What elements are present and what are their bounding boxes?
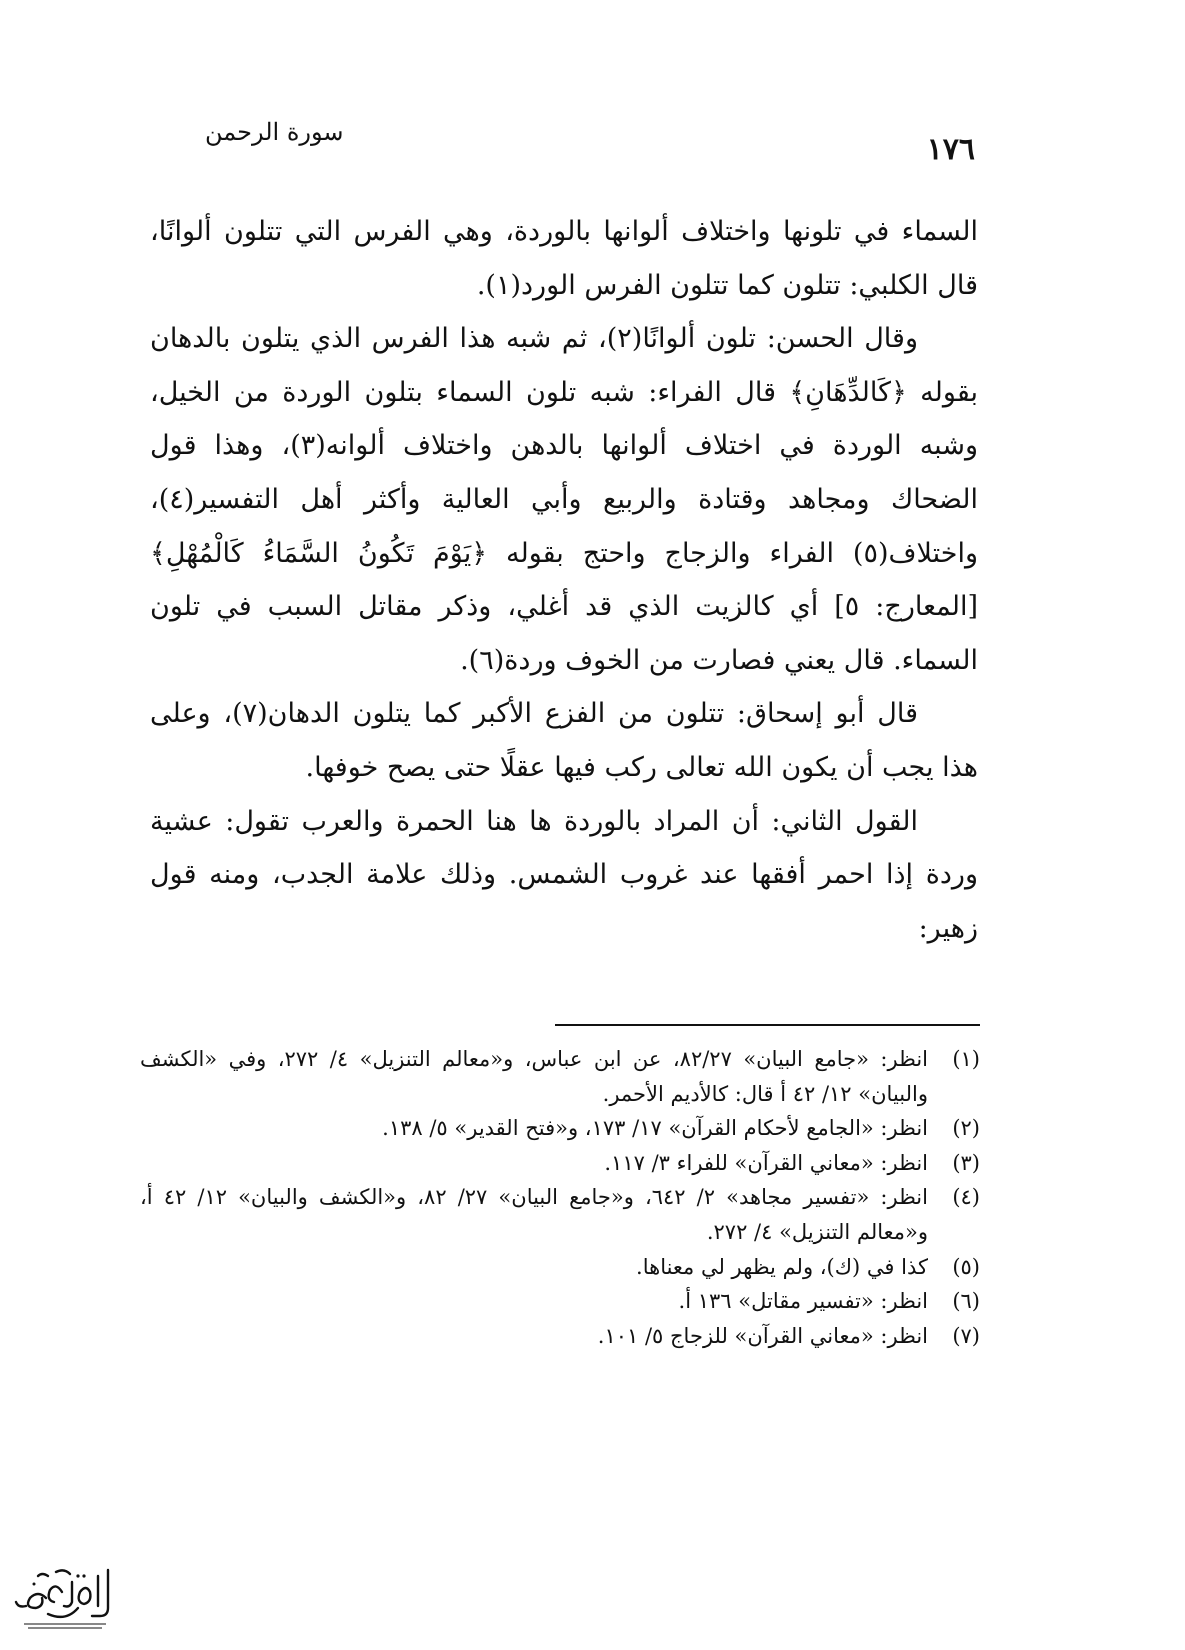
footnote — [140, 1042, 980, 1111]
footnote-divider — [555, 1024, 980, 1026]
footnote-text: انظر: «تفسير مقاتل» ١٣٦ أ. — [678, 1289, 928, 1314]
footnote — [140, 1146, 980, 1181]
footnotes-list — [140, 1042, 980, 1353]
footnote-number: (٢) — [952, 1116, 980, 1141]
footnote — [140, 1180, 980, 1249]
footnote-number: (١) — [952, 1047, 980, 1071]
footnote-number: (٦) — [952, 1289, 980, 1314]
footnote-number: (٣) — [952, 1150, 980, 1175]
page-number: ١٧٦ — [926, 132, 975, 167]
footnote-number: (٥) — [952, 1254, 980, 1279]
calligraphy-logo-icon — [8, 1562, 118, 1632]
footnote-text: كذا في (ك)، ولم يظهر لي معناها. — [636, 1254, 928, 1279]
main-text — [150, 205, 978, 955]
paragraph: السماء في تلونها واختلاف ألوانها بالوردة، وهي الفرس التي تتلون ألوانًا، قال الكلبي: تتلون كما تتلون الفرس الورد(١). — [150, 216, 978, 301]
page-header — [205, 118, 975, 168]
footnote-number: (٤) — [952, 1185, 980, 1210]
footnote-number: (٧) — [952, 1323, 980, 1348]
paragraph: قال أبو إسحاق: تتلون من الفزع الأكبر كما يتلون الدهان(٧)، وعلى هذا يجب أن يكون الله تعالى ركب فيها عقلًا حتى يصح خوفها. — [150, 698, 978, 783]
footnote — [140, 1111, 980, 1146]
footnote-text: انظر: «معاني القرآن» للفراء ٣/ ١١٧. — [604, 1150, 928, 1175]
paragraph: القول الثاني: أن المراد بالوردة ها هنا الحمرة والعرب تقول: عشية وردة إذا احمر أفقها عند غروب الشمس. وذلك علامة الجدب، ومنه قول زهير: — [150, 805, 978, 944]
footnote-text: انظر: «الجامع لأحكام القرآن» ١٧/ ١٧٣، و«فتح القدير» ٥/ ١٣٨. — [382, 1116, 928, 1141]
running-title: سورة الرحمن — [205, 118, 344, 146]
footnote — [140, 1284, 980, 1319]
paragraph: وقال الحسن: تلون ألوانًا(٢)، ثم شبه هذا الفرس الذي يتلون بالدهان بقوله ﴿كَالدِّهَانِ﴾ قال الفراء: شبه تلون السماء بتلون الوردة من الخيل، وشبه الوردة في اختلاف ألوانها بالدهن واختلاف ألوانه(٣)، وهذا قول الضحاك ومجاهد وقتادة والربيع وأبي العالية وأكثر أهل التفسير(٤)، واختلاف(٥) الفراء والزجاج واحتج بقوله ﴿يَوْمَ تَكُونُ السَّمَاءُ كَالْمُهْلِ﴾ [المعارج: ٥] أي كالزيت الذي قد أغلي، وذكر مقاتل السبب في تلون السماء. قال يعني فصارت من الخوف وردة(٦). — [150, 323, 978, 676]
footnote-text: انظر: «تفسير مجاهد» ٢/ ٦٤٢، و«جامع البيان» ٢٧/ ٨٢، و«الكشف والبيان» ١٢/ ٤٢ أ، و«معالم التنزيل» ٤/ ٢٧٢. — [140, 1185, 928, 1244]
footnote — [140, 1250, 980, 1285]
footnote-text: انظر: «معاني القرآن» للزجاج ٥/ ١٠١. — [597, 1323, 928, 1348]
footnote-text: انظر: «جامع البيان» ٨٢/٢٧، عن ابن عباس، و«معالم التنزيل» ٤/ ٢٧٢، وفي «الكشف والبيان» ١٢/ ٤٢ أ قال: كالأديم الأحمر. — [140, 1047, 928, 1106]
footnote — [140, 1319, 980, 1354]
watermark-logo-icon — [8, 1562, 118, 1632]
